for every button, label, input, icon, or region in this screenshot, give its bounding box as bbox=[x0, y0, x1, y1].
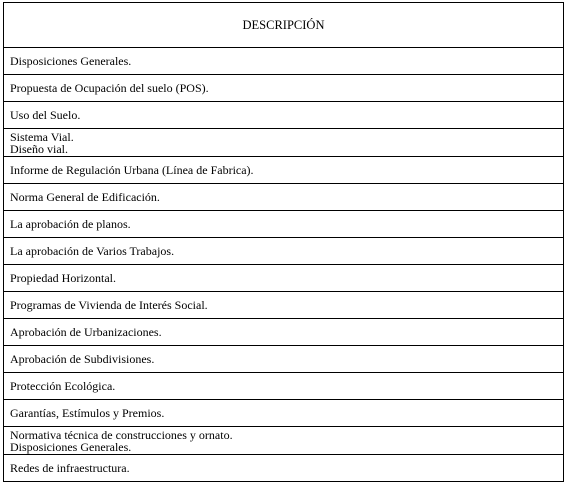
cell-text-line: Redes de infraestructura. bbox=[10, 461, 130, 475]
table-cell-description bbox=[4, 346, 564, 373]
table-body bbox=[4, 48, 564, 482]
table-cell-description bbox=[4, 211, 564, 238]
table-row bbox=[4, 346, 564, 373]
cell-text-line: Garantías, Estímulos y Premios. bbox=[10, 406, 165, 420]
table-row bbox=[4, 211, 564, 238]
table-cell-description bbox=[4, 319, 564, 346]
table-header-row bbox=[4, 3, 564, 48]
table-cell-description bbox=[4, 427, 564, 455]
table-cell-description bbox=[4, 373, 564, 400]
table-row bbox=[4, 75, 564, 102]
table-row bbox=[4, 400, 564, 427]
description-table bbox=[3, 2, 564, 482]
cell-text-line: Programas de Vivienda de Interés Social. bbox=[10, 298, 208, 312]
table-row bbox=[4, 292, 564, 319]
cell-text-line: Disposiciones Generales. bbox=[10, 439, 132, 454]
cell-text-line: Normativa técnica de construcciones y ornato. bbox=[10, 427, 233, 442]
cell-text-line: Disposiciones Generales. bbox=[10, 54, 132, 68]
table-row bbox=[4, 157, 564, 184]
cell-text-line: Aprobación de Urbanizaciones. bbox=[10, 325, 162, 339]
table-cell-description bbox=[4, 400, 564, 427]
table-row bbox=[4, 238, 564, 265]
table-cell-description bbox=[4, 75, 564, 102]
column-header-descripcion: DESCRIPCIÓN bbox=[4, 3, 564, 48]
table-cell-description bbox=[4, 184, 564, 211]
table-cell-description bbox=[4, 48, 564, 75]
table-row bbox=[4, 373, 564, 400]
table-row bbox=[4, 184, 564, 211]
cell-text-line: Propuesta de Ocupación del suelo (POS). bbox=[10, 81, 209, 95]
cell-text-line: Norma General de Edificación. bbox=[10, 190, 160, 204]
table-row bbox=[4, 427, 564, 455]
table-cell-description bbox=[4, 292, 564, 319]
table-cell-description bbox=[4, 102, 564, 129]
table-row bbox=[4, 455, 564, 482]
cell-text-line: La aprobación de planos. bbox=[10, 217, 131, 231]
table-cell-description bbox=[4, 265, 564, 292]
table-row bbox=[4, 265, 564, 292]
table-row bbox=[4, 129, 564, 157]
table-cell-description bbox=[4, 238, 564, 265]
cell-text-line: Informe de Regulación Urbana (Línea de Fabrica). bbox=[10, 163, 254, 177]
table-row bbox=[4, 48, 564, 75]
table-cell-description bbox=[4, 157, 564, 184]
cell-text-line: La aprobación de Varios Trabajos. bbox=[10, 244, 175, 258]
table-cell-description bbox=[4, 129, 564, 157]
table-cell-description bbox=[4, 455, 564, 482]
table-row bbox=[4, 102, 564, 129]
cell-text-line: Propiedad Horizontal. bbox=[10, 271, 116, 285]
cell-text-line: Diseño vial. bbox=[10, 141, 68, 156]
cell-text-line: Aprobación de Subdivisiones. bbox=[10, 352, 155, 366]
cell-text-line: Uso del Suelo. bbox=[10, 108, 81, 122]
cell-text-line: Sistema Vial. bbox=[10, 129, 74, 144]
table-row bbox=[4, 319, 564, 346]
cell-text-line: Protección Ecológica. bbox=[10, 379, 116, 393]
